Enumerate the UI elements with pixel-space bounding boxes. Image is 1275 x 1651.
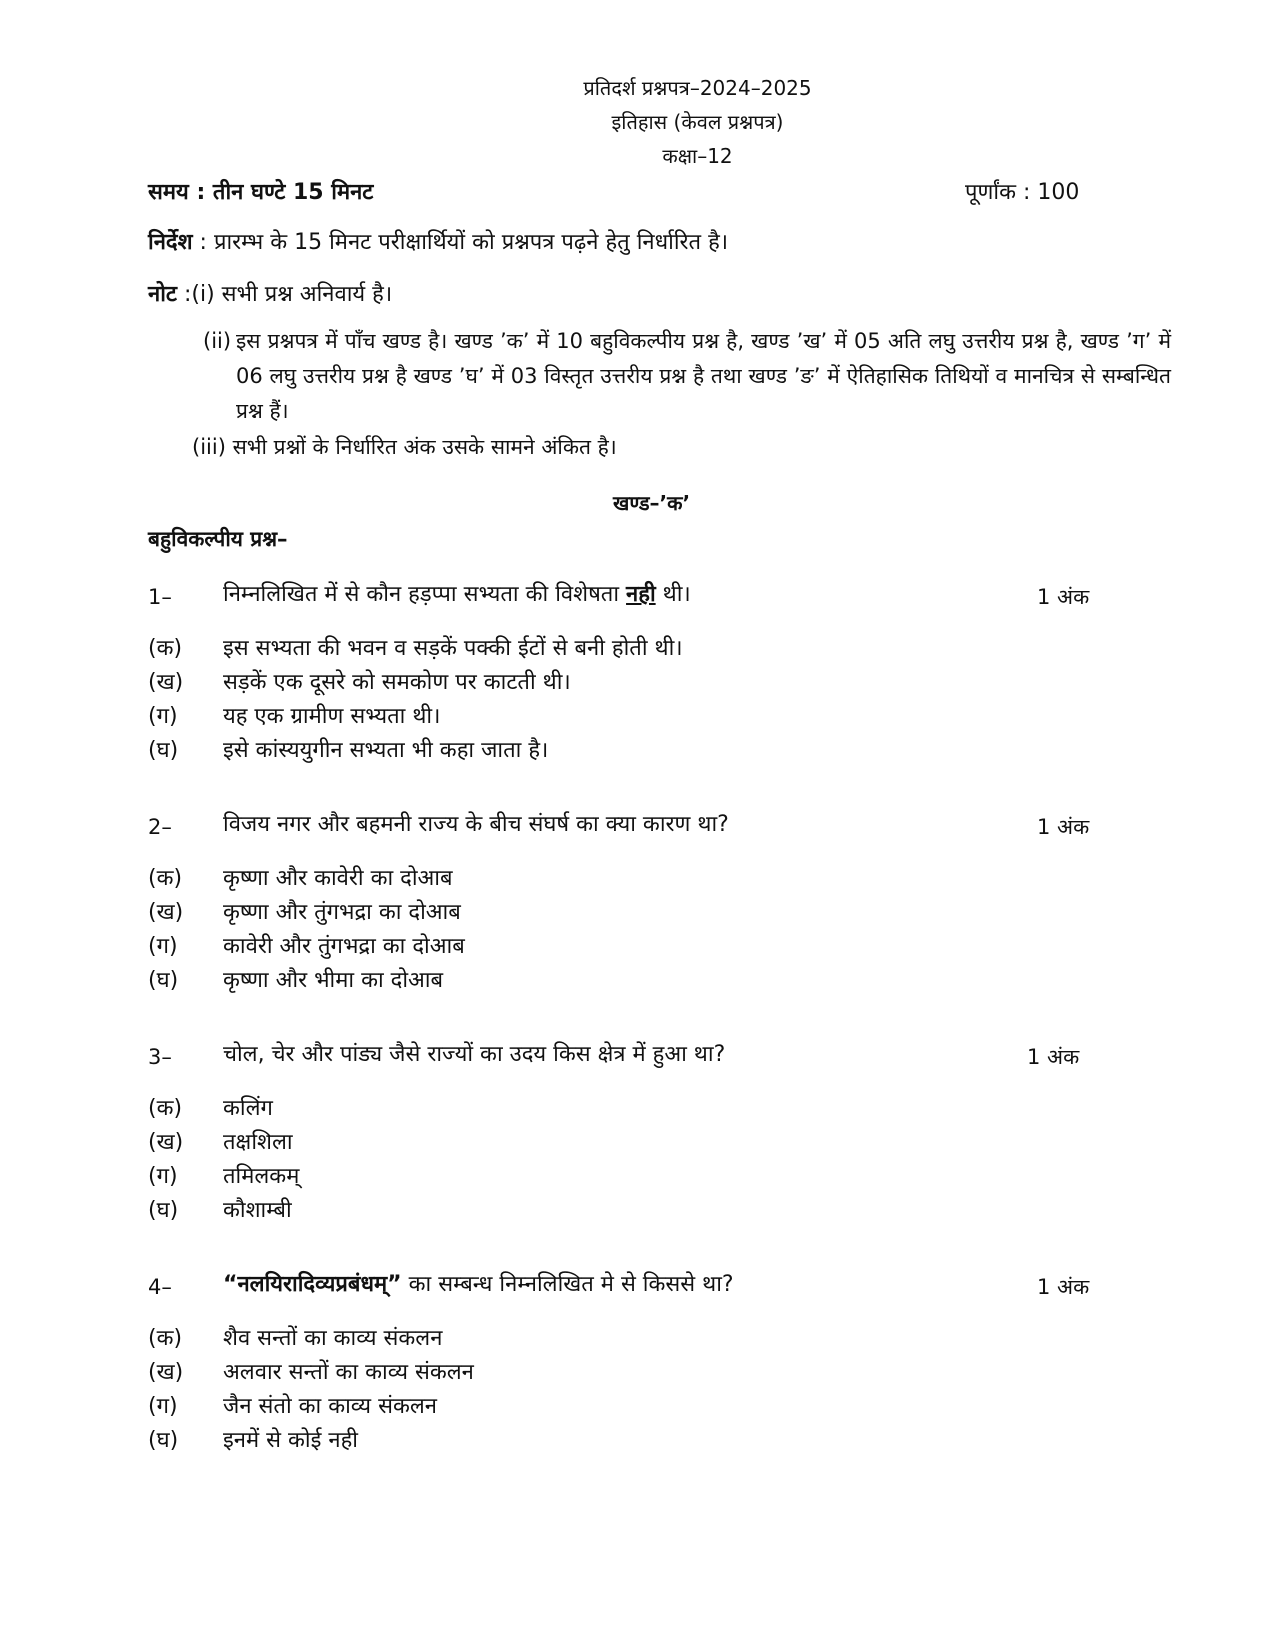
option-label: (ग)	[148, 934, 178, 959]
option-text: जैन संतो का काव्य संकलन	[223, 1394, 437, 1419]
question-3-number: 3–	[148, 1045, 172, 1069]
option-text: कावेरी और तुंगभद्रा का दोआब	[223, 934, 465, 959]
question-2-text: विजय नगर और बहमनी राज्य के बीच संघर्ष का क्या कारण था?	[223, 812, 729, 837]
question-2-number: 2–	[148, 815, 172, 839]
option-label: (क)	[148, 1096, 183, 1121]
note-item-2-number: (ii)	[203, 329, 232, 353]
instruction-line	[148, 228, 728, 258]
option-text: कलिंग	[223, 1096, 273, 1121]
option-label: (घ)	[148, 1428, 179, 1453]
option-label: (घ)	[148, 968, 179, 993]
option-text: तक्षशिला	[223, 1130, 293, 1155]
option-label: (घ)	[148, 738, 179, 763]
question-4-text: “नलयिरादिव्यप्रबंधम्” का सम्बन्ध निम्नलिखित मे से किससे था?	[223, 1272, 734, 1297]
note-item-2-body: इस प्रश्नपत्र में पाँच खण्ड है। खण्ड ’क’ में 10 बहुविकल्पीय प्रश्न है, खण्ड ’ख’ में 05 अति लघु उत्तरीय प्रश्न है, खण्ड ’ग’ में 06 लघु उत्तरीय प्रश्न है खण्ड ’घ’ में 03 विस्तृत उत्तरीय प्रश्न है तथा खण्ड ’ङ’ में ऐतिहासिक तिथियों व मानचित्र से सम्बन्धित प्रश्न हैं।	[236, 329, 1172, 423]
class-title: कक्षा–12	[662, 144, 733, 168]
option-label: (ग)	[148, 1394, 178, 1419]
instruction-text: : प्रारम्भ के 15 मिनट परीक्षार्थियों को प्रश्नपत्र पढ़ने हेतु निर्धारित है।	[192, 230, 729, 255]
option-text: इस सभ्यता की भवन व सड़कें पक्की ईटों से बनी होती थी।	[223, 636, 683, 661]
note-item-2-text	[236, 324, 1171, 429]
option-label: (क)	[148, 866, 183, 891]
paper-title: प्रतिदर्श प्रश्नपत्र–2024–2025	[583, 76, 812, 100]
option-text: कृष्णा और तुंगभद्रा का दोआब	[223, 900, 461, 925]
section-title: खण्ड–’क’	[613, 491, 691, 515]
option-text: कौशाम्बी	[223, 1198, 292, 1223]
question-4-number: 4–	[148, 1275, 172, 1299]
option-label: (ख)	[148, 1360, 184, 1385]
text-title-bold: “नलयिरादिव्यप्रबंधम्”	[223, 1272, 402, 1297]
total-marks-label: पूर्णांक : 100	[965, 180, 1080, 205]
option-label: (क)	[148, 636, 183, 661]
note-line-1	[148, 280, 392, 310]
option-text: इनमें से कोई नही	[223, 1428, 359, 1453]
option-text: कृष्णा और कावेरी का दोआब	[223, 866, 453, 891]
option-text: इसे कांस्ययुगीन सभ्यता भी कहा जाता है।	[223, 738, 549, 763]
option-label: (ख)	[148, 1130, 184, 1155]
question-1-number: 1–	[148, 585, 172, 609]
question-2-marks: 1 अंक	[1037, 815, 1090, 839]
note-item-3: (iii) सभी प्रश्नों के निर्धारित अंक उसके सामने अंकित है।	[192, 435, 617, 459]
instruction-label: निर्देश	[148, 230, 193, 255]
option-label: (ख)	[148, 670, 184, 695]
emphasis-not: नही	[626, 582, 656, 607]
option-label: (ख)	[148, 900, 184, 925]
option-text: तमिलकम्	[223, 1164, 300, 1189]
question-1-marks: 1 अंक	[1037, 585, 1090, 609]
section-subtitle: बहुविकल्पीय प्रश्न–	[148, 527, 288, 551]
option-label: (घ)	[148, 1198, 179, 1223]
option-text: शैव सन्तों का काव्य संकलन	[223, 1326, 443, 1351]
option-text: यह एक ग्रामीण सभ्यता थी।	[223, 704, 441, 729]
option-label: (ग)	[148, 1164, 178, 1189]
option-label: (ग)	[148, 704, 178, 729]
option-text: अलवार सन्तों का काव्य संकलन	[223, 1360, 474, 1385]
question-3-text: चोल, चेर और पांड्य जैसे राज्यों का उदय किस क्षेत्र में हुआ था?	[223, 1042, 726, 1067]
note-label: नोट	[148, 282, 177, 307]
note-item-1: :(i) सभी प्रश्न अनिवार्य है।	[177, 282, 393, 307]
time-label: समय : तीन घण्टे 15 मिनट	[148, 180, 374, 205]
option-label: (क)	[148, 1326, 183, 1351]
option-text: कृष्णा और भीमा का दोआब	[223, 968, 444, 993]
subject-title: इतिहास (केवल प्रश्नपत्र)	[611, 110, 784, 134]
question-3-marks: 1 अंक	[1027, 1045, 1080, 1069]
question-1-text: निम्नलिखित में से कौन हड़प्पा सभ्यता की विशेषता नही थी।	[223, 582, 691, 607]
option-text: सड़कें एक दूसरे को समकोण पर काटती थी।	[223, 670, 571, 695]
question-4-marks: 1 अंक	[1037, 1275, 1090, 1299]
